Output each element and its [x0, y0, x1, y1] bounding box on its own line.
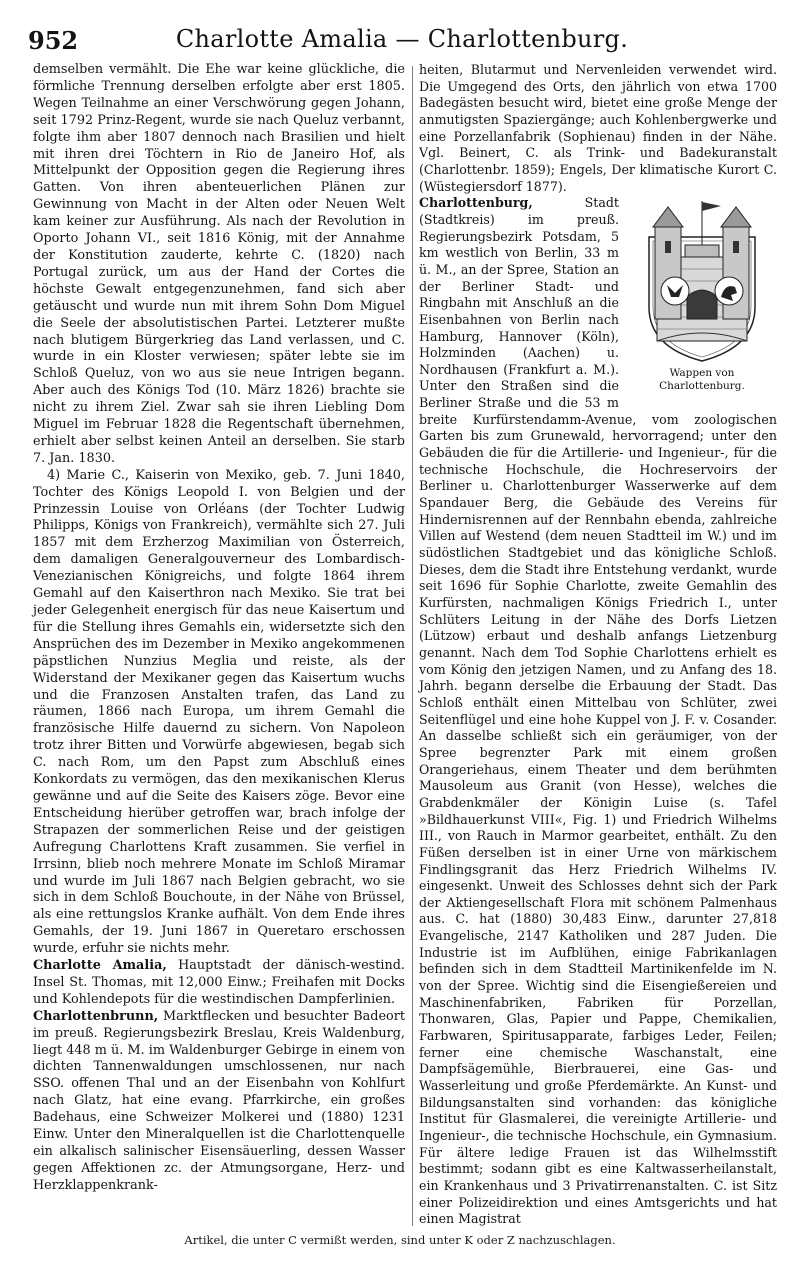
page-footer-note: Artikel, die unter C vermißt werden, sind unter K oder Z nachzuschlagen.: [184, 1233, 616, 1247]
headword-charlottenbrunn: Charlottenbrunn,: [33, 1008, 159, 1024]
running-title: Charlotte Amalia — Charlottenburg.: [175, 25, 629, 53]
entry-text-charlotte-amalia: Hauptstadt der dänisch-westind. Insel St. Thomas, mit 12,000 Einw.; Freihafen mit Docks und Kohlendepots für die westindischen Dampferlinien.: [33, 958, 405, 1007]
entry-text-charlottenburg: Stadt (Stadtkreis) im preuß. Regierungsbezirk Potsdam, 5 km westlich von Berlin, 33 m ü. M., an der Spree, Station an der Berliner Stadt- und Ringbahn mit Anschluß an die Eisenbahnen von Berlin nach Hamburg, Hannover (Köln), Holzminden (Aachen) u. Nordhausen (Frankfurt a. M.). Unter den Straßen sind die Berliner Straße und die 53 m breite Kurfürstendamm-Avenue, vom zoologischen Garten bis zum Grunewald, hervorragend; unter den Gebäuden die für die Artillerie- und Ingenieur-, für die technische Hochschule, die Hochreservoirs der Berliner u. Charlottenburger Wasserwerke auf dem Spandauer Berg, die Gebäude des Vereins für Hindernisrennen auf der Rennbahn ebenda, zahlreiche Villen auf Westend (dem neuen Stadtteil im W.) und im südöstlichen Stadtgebiet und das königliche Schloß. Dieses, dem die Stadt ihre Entstehung verdankt, wurde seit 1696 für Sophie Charlotte, zweite Gemahlin des Kurfürsten, nachmaligen Königs Friedrich I., unter Schlüters Leitung in der Nähe des Dorfs Lietzen (Lützow) erbaut und deshalb anfangs Lietzenburg genannt. Nach dem Tod Sophie Charlottens erhielt es vom König den jetzigen Namen, und zu Anfang des 18. Jahrh. begann derselbe die Erbauung der Stadt. Das Schloß enthält einen Mittelbau von Schlüter, zwei Seitenflügel und eine hohe Kuppel von J. F. v. Cosander. An dasselbe schließt sich ein geräumiger, von der Spree begrenzter Park mit einem großen Orangeriehaus, einem Theater und dem berühmten Mausoleum aus Granit (von Hesse), welches die Grabdenkmäler der Königin Luise (s. Tafel »Bildhauerkunst VIII«, Fig. 1) und Friedrich Wilhelms III., von Rauch in Marmor gearbeitet, enthält. Zu den Füßen derselben ist in einer Urne von märkischem Findlingsgranit das Herz Friedrich Wilhelms IV. eingesenkt. Unweit des Schlosses dehnt sich der Park der Aktiengesellschaft Flora mit schönem Palmenhaus aus. C. hat (1880) 30,483 Einw., darunter 27,818 Evangelische, 2147 Katholiken und 287 Juden. Die Industrie ist im Aufblühen, einige Fabrikanlagen befinden sich in dem Stadtteil Martinikenfelde im N. von der Spree. Wichtig sind die Eisengießereien und Maschinenfabriken, Fabriken für Porzellan, Thonwaren, Glas, Papier und Pappe, Chemikalien, Farbwaren, Spiritusapparate, farbiges Leder, Feilen; ferner eine chemische Waschanstalt, eine Dampfsägemühle, Bierbrauerei, eine Gas- und Wasserleitung und große Pferdemärkte. An Kunst- und Bildungsanstalten sind vorhanden: das königliche Institut für Glasmalerei, die vereinigte Artillerie- und Ingenieur-, die technische Hochschule, ein Gymnasium. Für ältere ledige Frauen ist das Wilhelmsstift bestimmt; sodann gibt es eine Kaltwasserheilanstalt, ein Krankenhaus und 3 Privatirrenanstalten. C. ist Sitz einer Polizeidirektion und eines Amtsgerichts und hat einen Magistrat: [419, 195, 777, 1227]
entry-charlotte-amalia: [33, 958, 405, 1009]
paragraph-charlottenbrunn-continued: heiten, Blutarmut und Nervenleiden verwendet wird. Die Umgegend des Orts, den jährlich von etwa 1700 Badegästen besucht wird, bietet eine große Menge der anmutigsten Spaziergänge; auch Kohlenbergwerke und eine Porzellanfabrik (Sophienau) finden in der Nähe. Vgl. Beinert, C. als Trink- und Badekuranstalt (Charlottenbr. 1859); Engels, Der klimatische Kurort C. (Wüstegiersdorf 1877).: [419, 62, 777, 194]
headword-charlottenburg: Charlottenburg,: [419, 195, 533, 211]
entry-charlottenburg: [419, 195, 777, 1228]
column-divider: [412, 66, 413, 1226]
paragraph-charlotte-portugal: demselben vermählt. Die Ehe war keine glückliche, die förmliche Trennung derselben erfolgte aber erst 1805. Wegen Teilnahme an einer Verschwörung gegen Johann, seit 1792 Prinz-Regent, wurde sie nach Queluz verbannt, folgte ihm aber 1807 dennoch nach Brasilien und hielt mit ihren drei Töchtern in Rio de Janeiro Hof, als Mittelpunkt der Opposition gegen die Regierung ihres Gatten. Von ihren abenteuerlichen Plänen zur Gewinnung von Macht in der Alten oder Neuen Welt kam keiner zur Ausführung. Als nach der Revolution in Oporto Johann VI., seit 1816 König, mit der Annahme der Konstitution zauderte, kehrte C. (1820) nach Portugal zurück, um aus der Hand der Cortes die höchste Gewalt entgegenzunehmen, fand sich aber getäuscht und wurde nun mit ihrem Sohn Dom Miguel die Seele der absolutistischen Partei. Letzterer mußte nach blutigem Bürgerkrieg das Land verlassen, und C. wurde in ein Kloster verwiesen; später lebte sie im Schloß Queluz, von wo aus sie neue Intrigen begann. Aber auch des Königs Tod (10. März 1826) brachte sie nicht zu ihrem Ziel. Zwar sah sie ihren Liebling Dom Miguel im Februar 1828 die Regentschaft übernehmen, erhielt aber selbst keinen Anteil an derselben. Sie starb 7. Jan. 1830.: [33, 62, 405, 466]
figure-caption: Wappen von Charlottenburg.: [659, 367, 745, 393]
left-column: [33, 62, 405, 1195]
right-column: [419, 62, 777, 1228]
page-header: [22, 20, 782, 60]
page-number: 952: [28, 26, 79, 55]
entry-text-charlottenbrunn: Marktflecken und besuchter Badeort im preuß. Regierungsbezirk Breslau, Kreis Waldenburg, liegt 448 m ü. M. im Waldenburger Gebirge in einem von dichten Tannenwaldungen umschlossenen, nur nach SSO. offenen Thal und an der Eisenbahn von Kohlfurt nach Glatz, hat eine evang. Pfarrkirche, ein großes Badehaus, eine Schweizer Molkerei und (1880) 1231 Einw. Unter den Mineralquellen ist die Charlottenquelle ein alkalisch salinischer Eisensäuerling, dessen Wasser gegen Affektionen zc. der Atmungsorgane, Herz- und Herzklappenkrank-: [33, 1008, 405, 1193]
entry-charlottenbrunn: [33, 1009, 405, 1195]
coat-of-arms-icon: [635, 197, 769, 365]
coat-of-arms-figure: [627, 197, 777, 405]
headword-charlotte-amalia: Charlotte Amalia,: [33, 958, 167, 974]
paragraph-marie-charlotte-mexico: 4) Marie C., Kaiserin von Mexiko, geb. 7. Juni 1840, Tochter des Königs Leopold I. von Belgien und der Prinzessin Louise von Orléans (der Tochter Ludwig Philipps, Königs von Frankreich), vermählte sich 27. Juli 1857 mit dem Erzherzog Maximilian von Österreich, dem damaligen Generalgouverneur des Lombardisch-Venezianischen Königreichs, und folgte 1864 ihrem Gemahl auf den Kaiserthron nach Mexiko. Sie trat bei jeder Gelegenheit energisch für das neue Kaisertum und für die Stellung ihres Gemahls ein, widersetzte sich den Ansprüchen des im Dezember in Mexiko angekommenen päpstlichen Nunzius Meglia und reiste, als der Widerstand der Mexikaner gegen das Kaisertum wuchs und die Franzosen Anstalten trafen, das Land zu räumen, 1866 nach Europa, um ihrem Gemahl die französische Hilfe dauernd zu sichern. Von Napoleon trotz ihrer Bitten und Vorwürfe abgewiesen, begab sich C. nach Rom, um den Papst zum Abschluß eines Konkordats zu vermögen, das den mexikanischen Klerus gewänne und auf die Seite des Kaisers zöge. Bevor eine Entscheidung hierüber getroffen war, brach infolge der Strapazen der sommerlichen Reise und der geistigen Aufregung Charlottens Kraft zusammen. Sie verfiel in Irrsinn, blieb noch mehrere Monate im Schloß Miramar und wurde im Juli 1867 nach Belgien gebracht, wo sie sich in dem Schloß Bouchoute, in der Nähe von Brüssel, als eine rettungslos Kranke aufhält. Von dem Ende ihres Gemahls, der 19. Juni 1867 in Queretaro erschossen wurde, erfuhr sie nichts mehr.: [33, 467, 405, 957]
